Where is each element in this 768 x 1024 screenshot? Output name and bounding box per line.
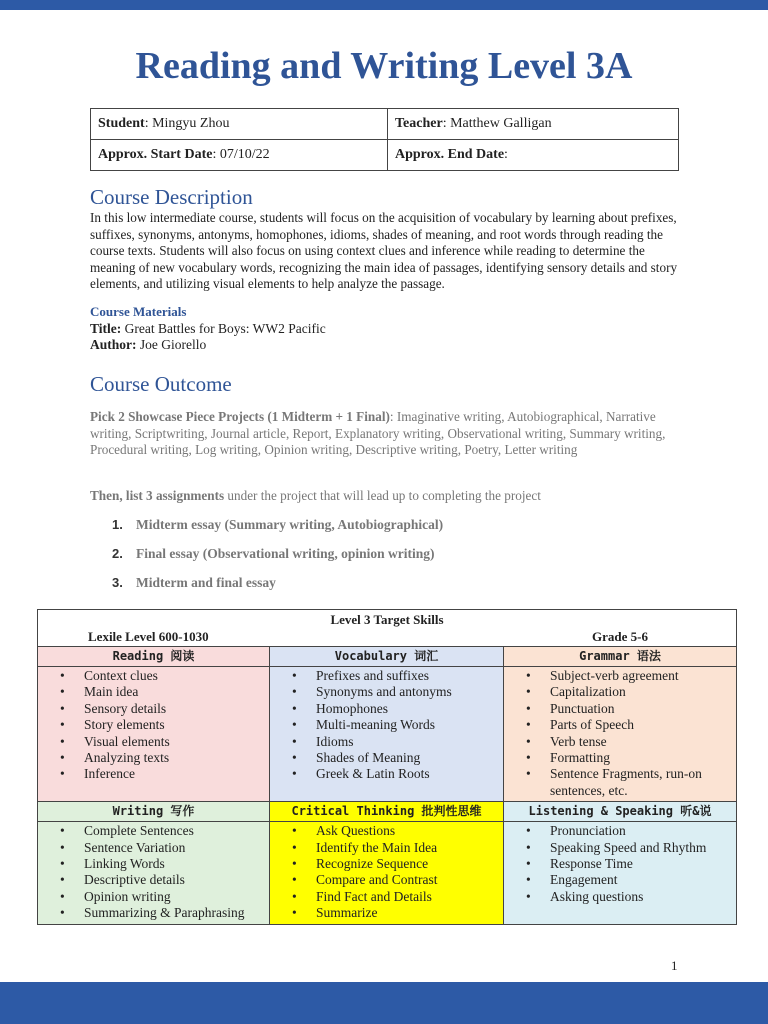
- start-date-label: Approx. Start Date: [98, 147, 213, 162]
- course-materials-heading: Course Materials: [90, 304, 187, 319]
- list-item: • Speaking Speed and Rhythm: [504, 840, 736, 856]
- list-item: • Pronunciation: [504, 823, 736, 839]
- material-title-label: Title:: [90, 321, 122, 336]
- list-item: • Find Fact and Details: [270, 889, 503, 905]
- listening-speaking-header: Listening & Speaking 听&说: [504, 802, 737, 822]
- start-date-value: : 07/10/22: [212, 147, 270, 162]
- reading-header: Reading 阅读: [38, 647, 270, 667]
- showcase-projects-bold: Pick 2 Showcase Piece Projects (1 Midterm + 1 Final): [90, 409, 390, 424]
- list-item: • Asking questions: [504, 889, 736, 905]
- listening-speaking-skills-cell: [504, 822, 737, 924]
- course-outcome-heading: Course Outcome: [90, 372, 232, 396]
- list-item: • Verb tense: [504, 734, 736, 750]
- assignments-instruction-text: under the project that will lead up to completing the project: [224, 488, 541, 503]
- teacher-label: Teacher: [395, 116, 443, 131]
- skills-header-cell: [38, 610, 737, 647]
- list-item: • Response Time: [504, 856, 736, 872]
- list-item: • Idioms: [270, 734, 503, 750]
- start-date-cell: [91, 140, 388, 171]
- list-item: • Complete Sentences: [38, 823, 269, 839]
- material-title-value: Great Battles for Boys: WW2 Pacific: [121, 321, 326, 336]
- list-item: • Context clues: [38, 668, 269, 684]
- list-item: • Opinion writing: [38, 889, 269, 905]
- grade-level: Grade 5-6: [592, 629, 648, 644]
- critical-thinking-skills-list: [270, 822, 503, 923]
- list-item: • Formatting: [504, 750, 736, 766]
- assignment-number: 2.: [112, 546, 123, 561]
- vocabulary-skills-cell: [270, 667, 504, 802]
- list-item: • Identify the Main Idea: [270, 840, 503, 856]
- end-date-cell: [388, 140, 679, 171]
- material-author-value: Joe Giorello: [136, 337, 207, 352]
- page-title: Reading and Writing Level 3A: [135, 45, 633, 87]
- course-description-text: In this low intermediate course, students will focus on the acquisition of vocabulary by learning about prefixes, suffixes, synonyms, antonyms, homophones, idioms, shades of meaning, and root words through reading the course texts. Students will also focus on using context clues and inference while reading to determine the meaning of new vocabulary words, recognizing the main idea of passages, identifying sensory details and story elements, and utilizing visual elements to help analyze the passage.: [90, 210, 678, 292]
- student-info-table: [90, 108, 679, 171]
- showcase-projects-text: [90, 409, 680, 459]
- list-item: • Sentence Variation: [38, 840, 269, 856]
- list-item: • Visual elements: [38, 734, 269, 750]
- teacher-cell: [388, 109, 679, 140]
- vocabulary-skills-list: [270, 667, 503, 785]
- writing-skills-list: [38, 822, 269, 923]
- listening-speaking-skills-list: [504, 822, 736, 907]
- assignment-item: [90, 544, 650, 573]
- assignment-number: 1.: [112, 517, 123, 532]
- list-item: • Homophones: [270, 701, 503, 717]
- student-value: : Mingyu Zhou: [144, 116, 230, 131]
- list-item: • Linking Words: [38, 856, 269, 872]
- list-item: • Shades of Meaning: [270, 750, 503, 766]
- page-number: 1: [671, 958, 678, 973]
- list-item: • Synonyms and antonyms: [270, 684, 503, 700]
- course-description-heading: Course Description: [90, 185, 253, 209]
- grammar-skills-cell: [504, 667, 737, 802]
- list-item: • Summarizing & Paraphrasing: [38, 905, 269, 921]
- list-item: • Ask Questions: [270, 823, 503, 839]
- end-date-label: Approx. End Date: [395, 147, 505, 162]
- assignment-number: 3.: [112, 575, 123, 590]
- list-item: • Sentence Fragments, run-on sentences, etc.: [504, 766, 736, 799]
- assignment-item: [90, 515, 650, 544]
- list-item: • Parts of Speech: [504, 717, 736, 733]
- list-item: • Compare and Contrast: [270, 872, 503, 888]
- list-item: • Engagement: [504, 872, 736, 888]
- lexile-level: Lexile Level 600-1030: [88, 629, 209, 644]
- skills-title: Level 3 Target Skills: [330, 612, 444, 627]
- list-item: • Subject-verb agreement: [504, 668, 736, 684]
- list-item: • Capitalization: [504, 684, 736, 700]
- reading-skills-list: [38, 667, 269, 785]
- list-item: • Inference: [38, 766, 269, 782]
- list-item: • Main idea: [38, 684, 269, 700]
- assignment-text: Midterm essay (Summary writing, Autobiographical): [136, 517, 444, 532]
- critical-thinking-skills-cell: [270, 822, 504, 924]
- vocabulary-header: Vocabulary 词汇: [270, 647, 504, 667]
- assignment-text: Midterm and final essay: [136, 575, 276, 590]
- list-item: • Story elements: [38, 717, 269, 733]
- end-date-value: :: [504, 147, 508, 162]
- assignments-instruction: [90, 488, 680, 505]
- critical-thinking-header: Critical Thinking 批判性思维: [270, 802, 504, 822]
- showcase-projects-list: : Imaginative writing, Autobiographical, Narrative writing, Scriptwriting, Journal article, Report, Explanatory writing, Observational writing, Summary writing, Procedural writing, Log writing, Opinion writing, Descriptive writing, Poetry, Letter writing: [90, 409, 666, 458]
- grammar-skills-list: [504, 667, 736, 801]
- material-author: [90, 337, 206, 353]
- writing-skills-cell: [38, 822, 270, 924]
- list-item: • Greek & Latin Roots: [270, 766, 503, 782]
- bottom-accent-bar: [0, 982, 768, 1024]
- writing-header: Writing 写作: [38, 802, 270, 822]
- student-label: Student: [98, 116, 145, 131]
- reading-skills-cell: [38, 667, 270, 802]
- material-author-label: Author:: [90, 337, 137, 352]
- list-item: • Multi-meaning Words: [270, 717, 503, 733]
- assignment-list: [90, 515, 650, 602]
- student-cell: [91, 109, 388, 140]
- assignment-text: Final essay (Observational writing, opinion writing): [136, 546, 435, 561]
- teacher-value: : Matthew Galligan: [442, 116, 552, 131]
- list-item: • Prefixes and suffixes: [270, 668, 503, 684]
- list-item: • Recognize Sequence: [270, 856, 503, 872]
- assignments-instruction-bold: Then, list 3 assignments: [90, 488, 225, 503]
- list-item: • Summarize: [270, 905, 503, 921]
- list-item: • Punctuation: [504, 701, 736, 717]
- list-item: • Analyzing texts: [38, 750, 269, 766]
- list-item: • Sensory details: [38, 701, 269, 717]
- assignment-item: [90, 573, 650, 602]
- target-skills-table: [37, 609, 737, 925]
- grammar-header: Grammar 语法: [504, 647, 737, 667]
- top-accent-bar: [0, 0, 768, 10]
- material-title: [90, 321, 326, 337]
- list-item: • Descriptive details: [38, 872, 269, 888]
